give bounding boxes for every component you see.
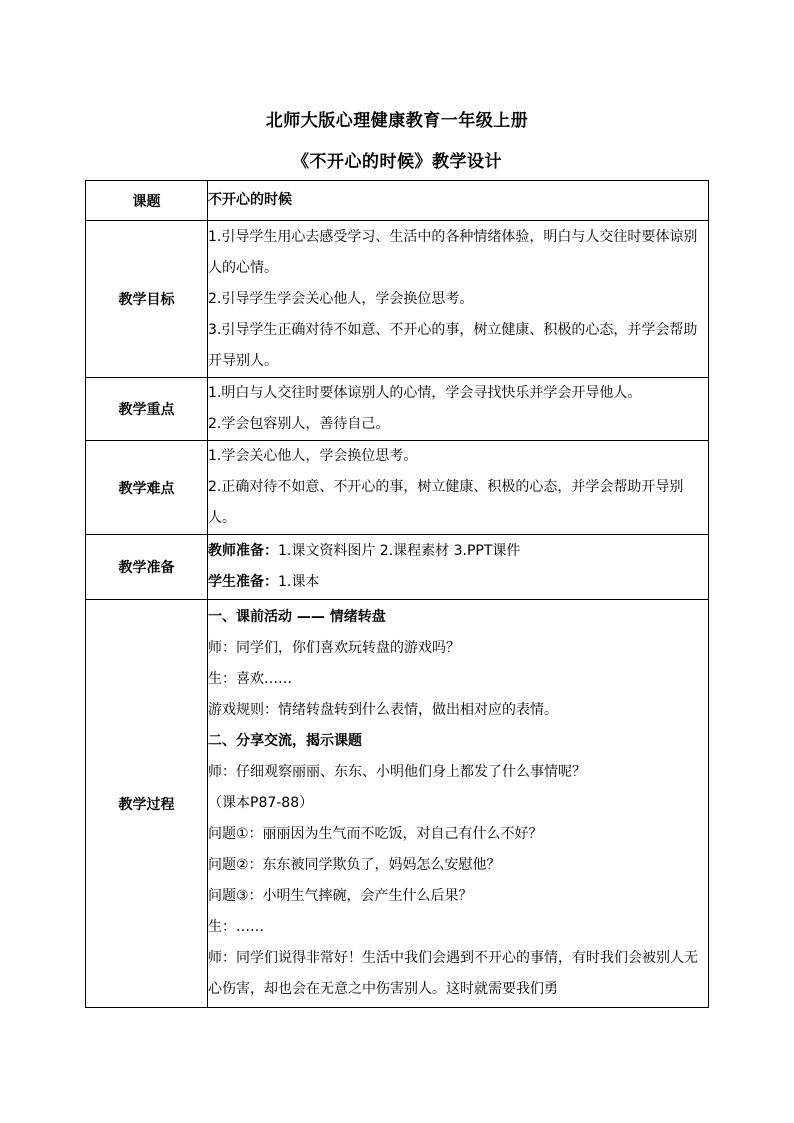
row-label: 课题 bbox=[86, 181, 208, 221]
list-item: 1.引导学生用心去感受学习、生活中的各种情绪体验，明白与人交往时要体谅别人的心情。 bbox=[208, 228, 698, 276]
row-label: 教学过程 bbox=[86, 600, 208, 1008]
list-item: （课本P87-88） bbox=[208, 795, 314, 811]
section-heading: 一、课前活动 —— 情绪转盘 bbox=[208, 609, 386, 625]
table-row-key-points bbox=[86, 378, 709, 441]
list-item: 1.学会关心他人，学会换位思考。 bbox=[208, 448, 418, 464]
document-title: 北师大版心理健康教育一年级上册 bbox=[265, 111, 529, 131]
list-item: 师：仔细观察丽丽、东东、小明他们身上都发了什么事情呢？ bbox=[208, 764, 586, 780]
list-item: 2.正确对待不如意、不开心的事，树立健康、积极的心态，并学会帮助开导别人。 bbox=[208, 479, 684, 526]
table-row-process bbox=[86, 600, 709, 1008]
student-preparation-label: 学生准备： bbox=[208, 574, 278, 590]
row-label: 教学重点 bbox=[86, 378, 208, 441]
row-label: 教学难点 bbox=[86, 441, 208, 535]
teacher-preparation-label: 教师准备： bbox=[208, 543, 278, 559]
list-item: 师：同学们说得非常好！生活中我们会遇到不开心的事情，有时我们会被别人无心伤害，却也会在无意之中伤害别人。这时就需要我们勇 bbox=[208, 950, 698, 997]
row-content bbox=[208, 600, 709, 1008]
list-item: 师：同学们，你们喜欢玩转盘的游戏吗？ bbox=[208, 640, 460, 656]
teacher-preparation bbox=[208, 536, 708, 567]
list-item: 生：…… bbox=[208, 919, 264, 935]
list-item: 2.引导学生学会关心他人，学会换位思考。 bbox=[208, 290, 474, 307]
student-preparation bbox=[208, 567, 708, 598]
list-item: 3.引导学生正确对待不如意、不开心的事，树立健康、积极的心态，并学会帮助开导别人。 bbox=[208, 321, 698, 369]
list-item: 游戏规则：情绪转盘转到什么表情，做出相对应的表情。 bbox=[208, 702, 558, 718]
topic-value: 不开心的时候 bbox=[208, 192, 292, 208]
row-content bbox=[208, 181, 709, 221]
list-item: 2.学会包容别人，善待自己。 bbox=[208, 416, 390, 432]
document-subtitle: 《不开心的时候》教学设计 bbox=[292, 152, 502, 172]
row-content bbox=[208, 221, 709, 378]
table-row-topic bbox=[86, 181, 709, 221]
lesson-plan-table bbox=[85, 180, 709, 1008]
list-item: 问题③：小明生气摔碗，会产生什么后果？ bbox=[208, 888, 473, 904]
table-row-preparation bbox=[86, 535, 709, 600]
row-label: 教学目标 bbox=[86, 221, 208, 378]
student-preparation-value: 1.课本 bbox=[278, 574, 320, 590]
list-item: 1.明白与人交往时要体谅别人的心情，学会寻找快乐并学会开导他人。 bbox=[208, 385, 642, 401]
table-row-objectives bbox=[86, 221, 709, 378]
list-item: 问题①：丽丽因为生气而不吃饭，对自己有什么不好？ bbox=[208, 826, 543, 842]
row-content bbox=[208, 378, 709, 441]
table-row-difficulties bbox=[86, 441, 709, 535]
teacher-preparation-value: 1.课文资料图片 2.课程素材 3.PPT课件 bbox=[278, 543, 521, 559]
row-content bbox=[208, 535, 709, 600]
list-item: 生：喜欢…… bbox=[208, 671, 292, 687]
section-heading: 二、分享交流，揭示课题 bbox=[208, 733, 362, 749]
list-item: 问题②：东东被同学欺负了，妈妈怎么安慰他？ bbox=[208, 857, 501, 873]
row-label: 教学准备 bbox=[86, 535, 208, 600]
row-content bbox=[208, 441, 709, 535]
